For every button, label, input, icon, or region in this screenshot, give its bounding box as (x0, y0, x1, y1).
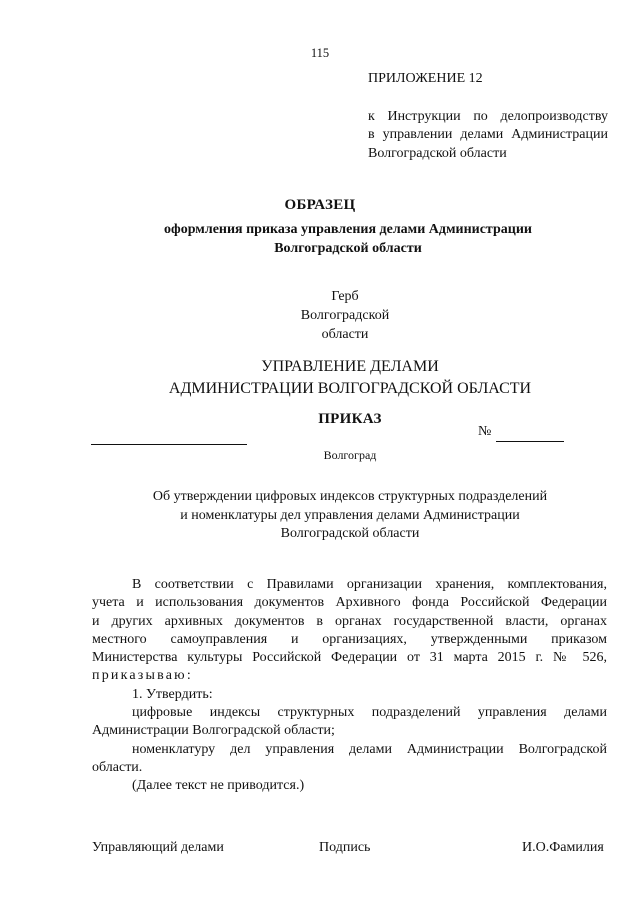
emblem-line: области (321, 327, 369, 342)
subject-line: и номенклатуры дел управления делами Администрации (180, 508, 520, 523)
order-number-line (496, 441, 564, 442)
appendix-line: в управлении делами Администрации (368, 127, 608, 142)
appendix-line: Волгоградской области (368, 146, 507, 161)
decree-word: приказываю: (92, 668, 193, 684)
appendix-line: к Инструкции по делопроизводству (368, 109, 608, 124)
order-number-label: № (478, 424, 492, 439)
sample-subtitle-line: Волгоградской области (274, 241, 422, 256)
subject-line: Волгоградской области (280, 526, 420, 541)
signature-sign: Подпись (319, 840, 371, 855)
signature-name: И.О.Фамилия (522, 840, 604, 855)
organization-line: УПРАВЛЕНИЕ ДЕЛАМИ (261, 358, 439, 375)
date-line (91, 444, 247, 445)
order-city: Волгоград (323, 448, 377, 462)
body-line: Министерства культуры Российской Федерации от 31 марта 2015 г. № 526, (92, 650, 607, 666)
body-line: учета и использования документов Архивного фонда Российской Федерации (92, 595, 607, 611)
order-title: ПРИКАЗ (318, 411, 382, 427)
organization-line: АДМИНИСТРАЦИИ ВОЛГОГРАДСКОЙ ОБЛАСТИ (168, 380, 532, 397)
item-1a-line: Администрации Волгоградской области; (92, 723, 335, 739)
item-1b-line: области. (92, 759, 143, 775)
subject-line: Об утверждении цифровых индексов структурных подразделений (152, 489, 548, 504)
signature-position: Управляющий делами (92, 840, 224, 855)
emblem-line: Волгоградской (300, 308, 390, 323)
body-line: В соответствии с Правилами организации хранения, комплектования, (132, 577, 607, 592)
body-line: и других архивных документов в органах государственной власти, органах (92, 613, 607, 629)
appendix-title: ПРИЛОЖЕНИЕ 12 (368, 71, 483, 86)
sample-title: ОБРАЗЕЦ (284, 197, 356, 213)
body-paragraph-1 (92, 576, 607, 796)
item-1a-line: цифровые индексы структурных подразделений управления делами (132, 705, 607, 721)
item-1: 1. Утвердить: (132, 686, 213, 702)
sample-subtitle-line: оформления приказа управления делами Администрации (164, 222, 532, 237)
body-line: местного самоуправления и организациях, утвержденными приказом (92, 631, 607, 647)
item-1b-line: номенклатуру дел управления делами Администрации Волгоградской (132, 741, 607, 757)
page-number: 115 (310, 46, 330, 60)
emblem-line: Герб (331, 289, 359, 304)
omitted-note: (Далее текст не приводится.) (132, 778, 305, 794)
